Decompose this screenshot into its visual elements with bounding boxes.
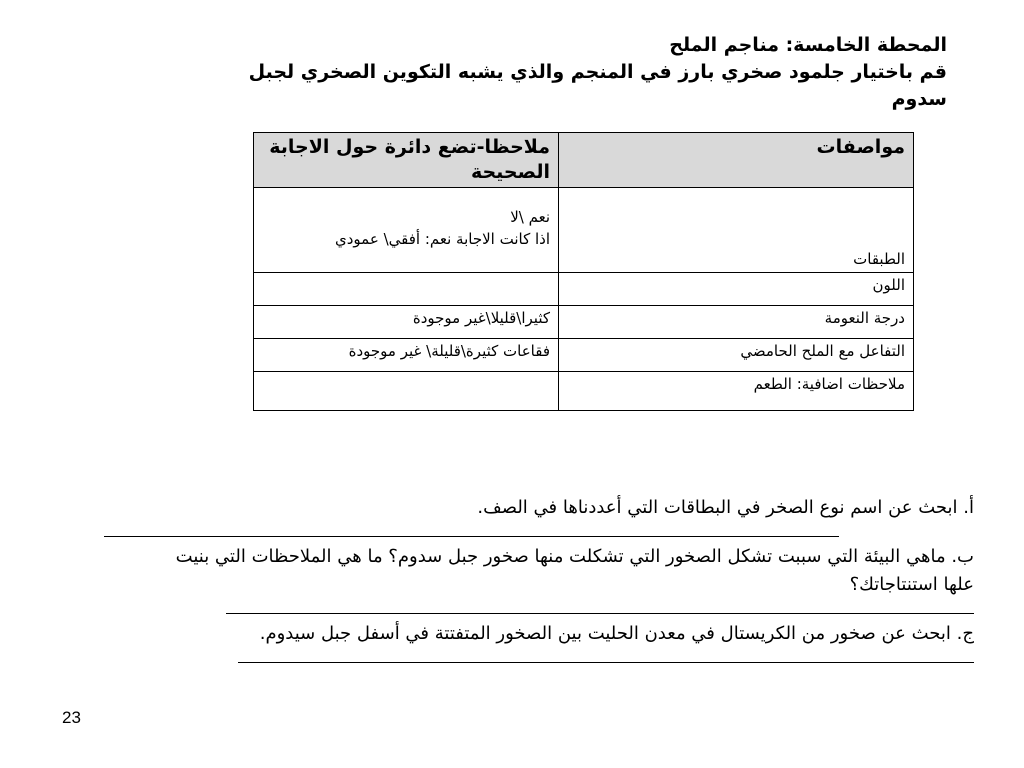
table-row [254,188,914,273]
page-number: 23 [62,708,81,727]
title-block [187,32,947,113]
question-a: أ. ابحث عن اسم نوع الصخر في البطاقات التي أعددناها في الصف. [477,497,974,518]
question-c: ج. ابحث عن صخور من الكريستال في معدن الحليت بين الصخور المتفتتة في أسفل جبل سيدوم. [259,623,974,644]
answer-line-b[interactable] [226,599,974,614]
table-header-row [254,133,914,188]
row-spec-extra-notes: ملاحظات اضافية: الطعم [559,372,914,411]
table-row [254,339,914,372]
station-instruction: قم باختيار جلمود صخري بارز في المنجم والذي يشبه التكوين الصخري لجبل سدوم [248,61,947,110]
table-row [254,273,914,306]
answer-line-c[interactable] [238,648,974,663]
row-spec-smoothness: درجة النعومة [559,306,914,339]
table-row [254,306,914,339]
row-spec-layers: الطبقات [559,188,914,273]
row-note-layers[interactable] [254,188,559,273]
answer-line-a[interactable] [104,522,839,537]
header-specs: مواصفات [559,133,914,188]
row-note-acid-reaction[interactable]: فقاعات كثيرة\قليلة\ غير موجودة [254,339,559,372]
row-note-smoothness[interactable]: كثيرا\قليلا\غير موجودة [254,306,559,339]
row-spec-acid-reaction: التفاعل مع الملح الحامضي [559,339,914,372]
note-layers-line2: اذا كانت الاجابة نعم: أفقي\ عمودي [335,230,550,248]
question-b: ب. ماهي البيئة التي سببت تشكل الصخور التي تشكلت منها صخور جبل سدوم؟ ما هي الملاحظات التي بنيت علها استنتاجاتك؟ [175,546,974,595]
station-title: المحطة الخامسة: مناجم الملح [669,34,947,56]
row-note-extra-notes[interactable] [254,372,559,411]
row-spec-color: اللون [559,273,914,306]
row-note-color[interactable] [254,273,559,306]
header-notes: ملاحظا-تضع دائرة حول الاجابة الصحيحة [254,133,559,188]
table-row [254,372,914,411]
note-layers-line1: نعم \لا [510,208,550,226]
specs-table [253,132,914,411]
questions-section [144,494,974,663]
